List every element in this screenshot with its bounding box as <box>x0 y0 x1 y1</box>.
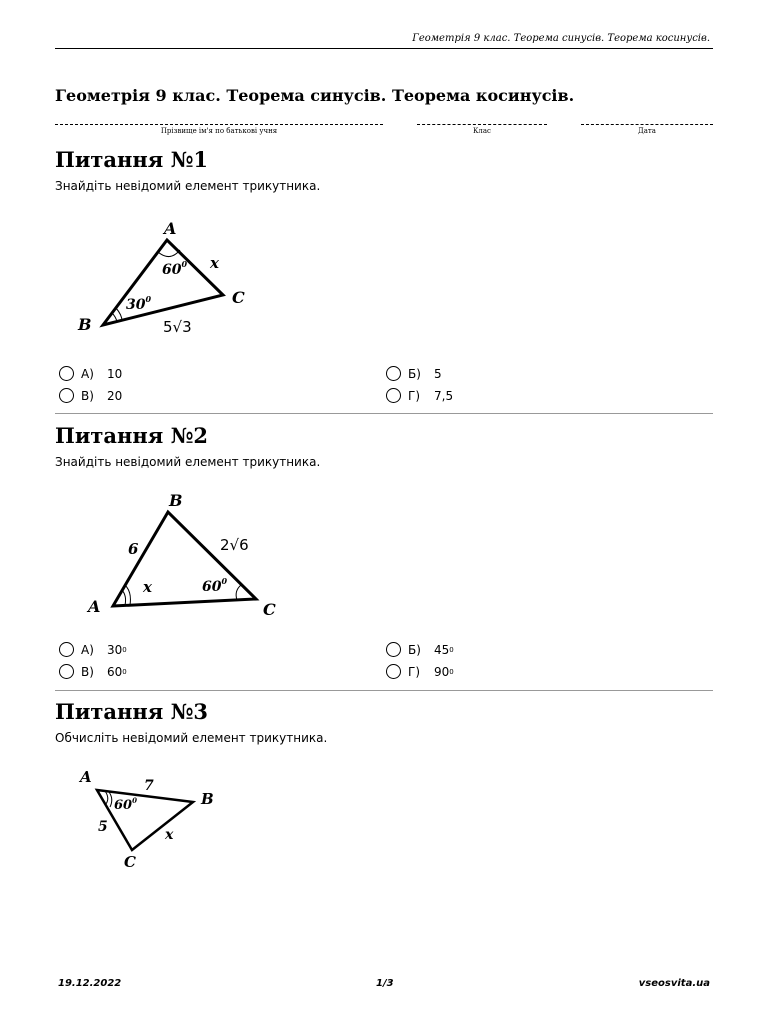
radio-button[interactable] <box>59 388 74 403</box>
running-header: Геометрія 9 клас. Теорема синусів. Теорема косинусів. <box>412 33 710 44</box>
vertex-a-label: A <box>164 219 177 238</box>
angle-b-value: $30^0$ <box>126 294 152 313</box>
angle-a-value: $60^0$ <box>114 796 137 813</box>
angle-arc-a-inner <box>109 792 112 807</box>
vertex-b-label: B <box>201 790 214 808</box>
side-ab-label: 6 <box>128 540 139 558</box>
q1-option-b[interactable]: Б) 5 <box>386 366 442 381</box>
q2-option-d[interactable]: Г) 90 0 <box>386 664 454 679</box>
radio-button[interactable] <box>59 366 74 381</box>
vertex-a-label: A <box>80 768 92 786</box>
q2-option-a[interactable]: А) 30 0 <box>59 642 127 657</box>
side-ab-label: 7 <box>144 778 154 794</box>
vertex-c-label: C <box>124 853 136 871</box>
class-line[interactable] <box>417 124 547 125</box>
q2-option-c[interactable]: В) 60 0 <box>59 664 127 679</box>
radio-button[interactable] <box>59 642 74 657</box>
angle-a-value: $60^0$ <box>162 259 188 278</box>
angle-a-value: x <box>143 578 152 596</box>
radio-button[interactable] <box>386 388 401 403</box>
radio-button[interactable] <box>386 366 401 381</box>
header-rule <box>55 48 713 49</box>
question-separator <box>55 690 713 691</box>
q1-option-c[interactable]: В) 20 <box>59 388 122 403</box>
radio-button[interactable] <box>386 664 401 679</box>
q1-option-a[interactable]: А) 10 <box>59 366 122 381</box>
side-bc-label: 5√3 <box>163 318 192 336</box>
triangle-1 <box>103 240 223 325</box>
side-ac-label: 5 <box>98 819 108 835</box>
q1-option-d[interactable]: Г) 7,5 <box>386 388 453 403</box>
side-ac-label: x <box>210 254 219 272</box>
student-name-line[interactable] <box>55 124 383 125</box>
class-label: Клас <box>473 127 491 135</box>
question-3-figure <box>72 764 232 874</box>
question-1-title: Питання №1 <box>55 147 209 172</box>
vertex-c-label: C <box>263 600 276 619</box>
date-line[interactable] <box>581 124 713 125</box>
question-1-figure <box>70 212 270 342</box>
question-2-text: Знайдіть невідомий елемент трикутника. <box>55 455 321 469</box>
date-label: Дата <box>638 127 656 135</box>
side-bc-label: 2√6 <box>220 536 249 554</box>
triangle-2 <box>113 512 256 606</box>
q2-option-b[interactable]: Б) 45 0 <box>386 642 454 657</box>
angle-arc-c <box>236 585 241 600</box>
vertex-c-label: C <box>232 288 245 307</box>
radio-button[interactable] <box>386 642 401 657</box>
footer-page-number: 1/3 <box>376 978 394 989</box>
angle-c-value: $60^0$ <box>202 576 228 595</box>
footer-site[interactable]: vseosvita.ua <box>638 978 710 989</box>
vertex-b-label: B <box>169 491 183 510</box>
question-separator <box>55 413 713 414</box>
question-3-text: Обчисліть невідомий елемент трикутника. <box>55 731 328 745</box>
radio-button[interactable] <box>59 664 74 679</box>
vertex-a-label: A <box>88 597 101 616</box>
student-name-label: Прізвище ім'я по батькові учня <box>160 127 278 135</box>
question-2-figure <box>80 488 290 623</box>
footer-date: 19.12.2022 <box>58 978 122 989</box>
question-3-title: Питання №3 <box>55 699 209 724</box>
vertex-b-label: B <box>78 315 92 334</box>
side-bc-label: x <box>165 827 174 843</box>
question-2-title: Питання №2 <box>55 423 209 448</box>
document-title: Геометрія 9 клас. Теорема синусів. Теорема косинусів. <box>55 86 575 105</box>
question-1-text: Знайдіть невідомий елемент трикутника. <box>55 179 321 193</box>
